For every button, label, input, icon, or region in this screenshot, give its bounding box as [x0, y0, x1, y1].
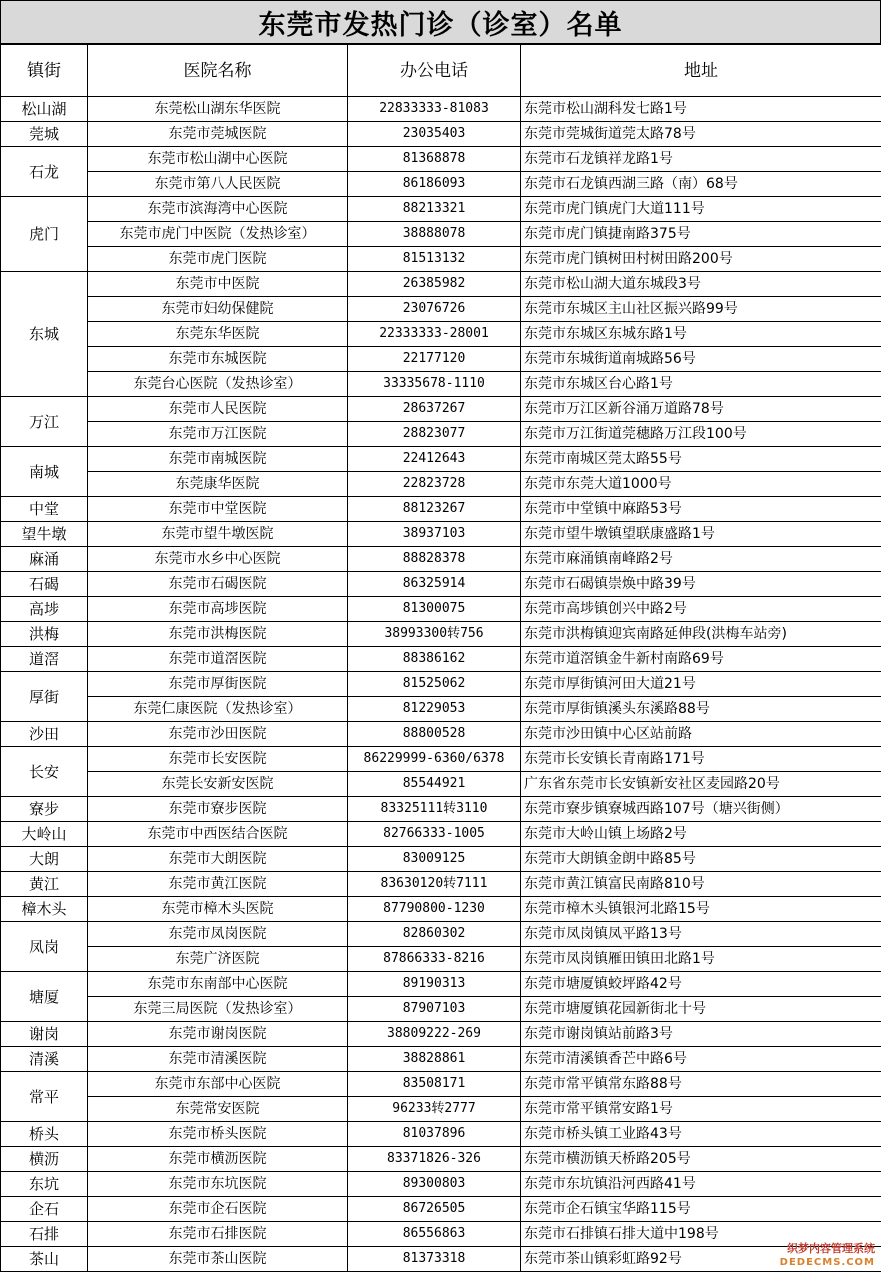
header-address: 地址	[521, 45, 881, 97]
table-row	[1, 1047, 881, 1072]
phone-cell: 89190313	[348, 972, 521, 997]
phone-cell: 28823077	[348, 422, 521, 447]
address-cell: 东莞市凤岗镇凤平路13号	[521, 922, 881, 947]
address-cell: 东莞市塘厦镇蛟坪路42号	[521, 972, 881, 997]
phone-cell: 96233转2777	[348, 1097, 521, 1122]
hospital-name-cell: 东莞市桥头医院	[88, 1122, 348, 1147]
address-cell: 东莞市中堂镇中麻路53号	[521, 497, 881, 522]
address-cell: 东莞市清溪镇香芒中路6号	[521, 1047, 881, 1072]
address-cell: 东莞市麻涌镇南峰路2号	[521, 547, 881, 572]
address-cell: 广东省东莞市长安镇新安社区麦园路20号	[521, 772, 881, 797]
address-cell: 东莞市虎门镇捷南路375号	[521, 222, 881, 247]
address-cell: 东莞市大朗镇金朗中路85号	[521, 847, 881, 872]
table-row	[1, 1247, 881, 1272]
address-cell: 东莞市凤岗镇雁田镇田北路1号	[521, 947, 881, 972]
address-cell: 东莞市南城区莞太路55号	[521, 447, 881, 472]
table-row	[1, 872, 881, 897]
table-row	[1, 672, 881, 697]
hospital-name-cell: 东莞市茶山医院	[88, 1247, 348, 1272]
phone-cell: 87790800-1230	[348, 897, 521, 922]
table-row	[1, 497, 881, 522]
town-cell: 茶山	[1, 1247, 88, 1272]
table-row	[1, 1172, 881, 1197]
phone-cell: 88800528	[348, 722, 521, 747]
address-cell: 东莞市石龙镇祥龙路1号	[521, 147, 881, 172]
town-cell: 寮步	[1, 797, 88, 822]
phone-cell: 86325914	[348, 572, 521, 597]
address-cell: 东莞市高埗镇创兴中路2号	[521, 597, 881, 622]
watermark-text: 织梦内容管理系统	[787, 1242, 875, 1255]
hospital-name-cell: 东莞市望牛墩医院	[88, 522, 348, 547]
header-phone: 办公电话	[348, 45, 521, 97]
phone-cell: 89300803	[348, 1172, 521, 1197]
phone-cell: 81525062	[348, 672, 521, 697]
address-cell: 东莞市大岭山镇上场路2号	[521, 822, 881, 847]
hospital-name-cell: 东莞市横沥医院	[88, 1147, 348, 1172]
town-cell: 横沥	[1, 1147, 88, 1172]
hospital-name-cell: 东莞市长安医院	[88, 747, 348, 772]
town-cell: 企石	[1, 1197, 88, 1222]
address-cell: 东莞市东城区台心路1号	[521, 372, 881, 397]
phone-cell: 33335678-1110	[348, 372, 521, 397]
phone-cell: 86186093	[348, 172, 521, 197]
table-row	[1, 822, 881, 847]
hospital-name-cell: 东莞市樟木头医院	[88, 897, 348, 922]
hospital-name-cell: 东莞市东城医院	[88, 347, 348, 372]
watermark-domain: DEDECMS.COM	[779, 1257, 875, 1268]
address-cell: 东莞市茶山镇彩虹路92号	[521, 1247, 881, 1272]
table-row	[1, 997, 881, 1022]
phone-cell: 83325111转3110	[348, 797, 521, 822]
hospital-name-cell: 东莞市东南部中心医院	[88, 972, 348, 997]
table-row	[1, 747, 881, 772]
table-row	[1, 222, 881, 247]
phone-cell: 22177120	[348, 347, 521, 372]
town-cell: 樟木头	[1, 897, 88, 922]
phone-cell: 85544921	[348, 772, 521, 797]
hospital-name-cell: 东莞市第八人民医院	[88, 172, 348, 197]
address-cell: 东莞市寮步镇寮城西路107号（塘兴街侧）	[521, 797, 881, 822]
hospital-name-cell: 东莞三局医院（发热诊室）	[88, 997, 348, 1022]
hospital-name-cell: 东莞市南城医院	[88, 447, 348, 472]
hospital-name-cell: 东莞市莞城医院	[88, 122, 348, 147]
hospital-name-cell: 东莞市企石医院	[88, 1197, 348, 1222]
town-cell: 长安	[1, 747, 88, 797]
table-row	[1, 622, 881, 647]
table-row	[1, 697, 881, 722]
address-cell: 东莞市东城街道南城路56号	[521, 347, 881, 372]
table-row	[1, 397, 881, 422]
town-cell: 万江	[1, 397, 88, 447]
hospital-name-cell: 东莞市寮步医院	[88, 797, 348, 822]
table-row	[1, 922, 881, 947]
table-header-row	[1, 45, 881, 97]
phone-cell: 86229999-6360/6378	[348, 747, 521, 772]
table-row	[1, 1222, 881, 1247]
phone-cell: 81229053	[348, 697, 521, 722]
table-row	[1, 197, 881, 222]
table-row	[1, 597, 881, 622]
town-cell: 凤岗	[1, 922, 88, 972]
header-hospital: 医院名称	[88, 45, 348, 97]
town-cell: 高埗	[1, 597, 88, 622]
hospital-name-cell: 东莞市中堂医院	[88, 497, 348, 522]
table-row	[1, 1147, 881, 1172]
table-row	[1, 972, 881, 997]
hospital-name-cell: 东莞市石碣医院	[88, 572, 348, 597]
phone-cell: 38993300转756	[348, 622, 521, 647]
phone-cell: 23035403	[348, 122, 521, 147]
table-row	[1, 1022, 881, 1047]
hospital-name-cell: 东莞市东部中心医院	[88, 1072, 348, 1097]
town-cell: 麻涌	[1, 547, 88, 572]
address-cell: 东莞市松山湖大道东城段3号	[521, 272, 881, 297]
hospital-name-cell: 东莞康华医院	[88, 472, 348, 497]
phone-cell: 86726505	[348, 1197, 521, 1222]
hospital-name-cell: 东莞市中西医结合医院	[88, 822, 348, 847]
hospital-name-cell: 东莞市中医院	[88, 272, 348, 297]
phone-cell: 81300075	[348, 597, 521, 622]
town-cell: 洪梅	[1, 622, 88, 647]
table-row	[1, 547, 881, 572]
phone-cell: 83508171	[348, 1072, 521, 1097]
phone-cell: 87866333-8216	[348, 947, 521, 972]
phone-cell: 88123267	[348, 497, 521, 522]
town-cell: 塘厦	[1, 972, 88, 1022]
hospital-name-cell: 东莞市滨海湾中心医院	[88, 197, 348, 222]
town-cell: 常平	[1, 1072, 88, 1122]
table-row	[1, 1197, 881, 1222]
phone-cell: 83630120转7111	[348, 872, 521, 897]
address-cell: 东莞市横沥镇天桥路205号	[521, 1147, 881, 1172]
clinic-table	[0, 44, 881, 1272]
town-cell: 东城	[1, 272, 88, 397]
table-row	[1, 1072, 881, 1097]
address-cell: 东莞市樟木头镇银河北路15号	[521, 897, 881, 922]
town-cell: 中堂	[1, 497, 88, 522]
hospital-name-cell: 东莞市虎门医院	[88, 247, 348, 272]
hospital-name-cell: 东莞市大朗医院	[88, 847, 348, 872]
hospital-name-cell: 东莞市沙田医院	[88, 722, 348, 747]
hospital-name-cell: 东莞市厚街医院	[88, 672, 348, 697]
address-cell: 东莞市万江街道莞穗路万江段100号	[521, 422, 881, 447]
table-row	[1, 322, 881, 347]
table-row	[1, 247, 881, 272]
town-cell: 莞城	[1, 122, 88, 147]
phone-cell: 38828861	[348, 1047, 521, 1072]
table-row	[1, 422, 881, 447]
table-row	[1, 722, 881, 747]
hospital-name-cell: 东莞市东坑医院	[88, 1172, 348, 1197]
address-cell: 东莞市石排镇石排大道中198号	[521, 1222, 881, 1247]
phone-cell: 86556863	[348, 1222, 521, 1247]
phone-cell: 23076726	[348, 297, 521, 322]
hospital-name-cell: 东莞广济医院	[88, 947, 348, 972]
address-cell: 东莞市松山湖科发七路1号	[521, 97, 881, 122]
table-row	[1, 447, 881, 472]
phone-cell: 81513132	[348, 247, 521, 272]
table-row	[1, 372, 881, 397]
hospital-name-cell: 东莞市人民医院	[88, 397, 348, 422]
table-row	[1, 472, 881, 497]
hospital-name-cell: 东莞市万江医院	[88, 422, 348, 447]
phone-cell: 81037896	[348, 1122, 521, 1147]
address-cell: 东莞市东城区东城东路1号	[521, 322, 881, 347]
table-row	[1, 347, 881, 372]
table-row	[1, 272, 881, 297]
hospital-name-cell: 东莞市洪梅医院	[88, 622, 348, 647]
town-cell: 谢岗	[1, 1022, 88, 1047]
address-cell: 东莞市莞城街道莞太路78号	[521, 122, 881, 147]
town-cell: 桥头	[1, 1122, 88, 1147]
phone-cell: 87907103	[348, 997, 521, 1022]
address-cell: 东莞市沙田镇中心区站前路	[521, 722, 881, 747]
hospital-name-cell: 东莞东华医院	[88, 322, 348, 347]
address-cell: 东莞市黄江镇富民南路810号	[521, 872, 881, 897]
town-cell: 松山湖	[1, 97, 88, 122]
phone-cell: 88386162	[348, 647, 521, 672]
hospital-name-cell: 东莞市高埗医院	[88, 597, 348, 622]
address-cell: 东莞市望牛墩镇望联康盛路1号	[521, 522, 881, 547]
table-row	[1, 297, 881, 322]
phone-cell: 83371826-326	[348, 1147, 521, 1172]
address-cell: 东莞市虎门镇树田村树田路200号	[521, 247, 881, 272]
address-cell: 东莞市东城区主山社区振兴路99号	[521, 297, 881, 322]
phone-cell: 22823728	[348, 472, 521, 497]
table-row	[1, 572, 881, 597]
address-cell: 东莞市企石镇宝华路115号	[521, 1197, 881, 1222]
address-cell: 东莞市常平镇常东路88号	[521, 1072, 881, 1097]
table-row	[1, 97, 881, 122]
table-row	[1, 1097, 881, 1122]
address-cell: 东莞市厚街镇河田大道21号	[521, 672, 881, 697]
phone-cell: 83009125	[348, 847, 521, 872]
hospital-name-cell: 东莞市石排医院	[88, 1222, 348, 1247]
phone-cell: 88828378	[348, 547, 521, 572]
page-title: 东莞市发热门诊（诊室）名单	[0, 0, 881, 44]
hospital-name-cell: 东莞长安新安医院	[88, 772, 348, 797]
hospital-name-cell: 东莞常安医院	[88, 1097, 348, 1122]
phone-cell: 22333333-28001	[348, 322, 521, 347]
phone-cell: 81368878	[348, 147, 521, 172]
hospital-name-cell: 东莞市松山湖中心医院	[88, 147, 348, 172]
table-row	[1, 797, 881, 822]
town-cell: 虎门	[1, 197, 88, 272]
hospital-name-cell: 东莞市妇幼保健院	[88, 297, 348, 322]
address-cell: 东莞市长安镇长青南路171号	[521, 747, 881, 772]
town-cell: 大朗	[1, 847, 88, 872]
phone-cell: 26385982	[348, 272, 521, 297]
hospital-name-cell: 东莞松山湖东华医院	[88, 97, 348, 122]
phone-cell: 82860302	[348, 922, 521, 947]
address-cell: 东莞市桥头镇工业路43号	[521, 1122, 881, 1147]
address-cell: 东莞市虎门镇虎门大道111号	[521, 197, 881, 222]
town-cell: 望牛墩	[1, 522, 88, 547]
table-row	[1, 522, 881, 547]
phone-cell: 81373318	[348, 1247, 521, 1272]
town-cell: 石排	[1, 1222, 88, 1247]
town-cell: 沙田	[1, 722, 88, 747]
table-row	[1, 772, 881, 797]
address-cell: 东莞市东莞大道1000号	[521, 472, 881, 497]
address-cell: 东莞市石龙镇西湖三路（南）68号	[521, 172, 881, 197]
hospital-name-cell: 东莞市虎门中医院（发热诊室）	[88, 222, 348, 247]
hospital-name-cell: 东莞市凤岗医院	[88, 922, 348, 947]
table-row	[1, 1122, 881, 1147]
address-cell: 东莞市石碣镇崇焕中路39号	[521, 572, 881, 597]
address-cell: 东莞市洪梅镇迎宾南路延伸段(洪梅车站旁)	[521, 622, 881, 647]
town-cell: 南城	[1, 447, 88, 497]
town-cell: 道滘	[1, 647, 88, 672]
town-cell: 石碣	[1, 572, 88, 597]
table-body	[1, 97, 881, 1272]
hospital-name-cell: 东莞市谢岗医院	[88, 1022, 348, 1047]
hospital-name-cell: 东莞仁康医院（发热诊室）	[88, 697, 348, 722]
phone-cell: 28637267	[348, 397, 521, 422]
address-cell: 东莞市万江区新谷涌万道路78号	[521, 397, 881, 422]
address-cell: 东莞市道滘镇金牛新村南路69号	[521, 647, 881, 672]
town-cell: 清溪	[1, 1047, 88, 1072]
phone-cell: 38809222-269	[348, 1022, 521, 1047]
town-cell: 大岭山	[1, 822, 88, 847]
table-row	[1, 647, 881, 672]
hospital-name-cell: 东莞市清溪医院	[88, 1047, 348, 1072]
town-cell: 厚街	[1, 672, 88, 722]
town-cell: 石龙	[1, 147, 88, 197]
address-cell: 东莞市东坑镇沿河西路41号	[521, 1172, 881, 1197]
address-cell: 东莞市常平镇常安路1号	[521, 1097, 881, 1122]
phone-cell: 38937103	[348, 522, 521, 547]
table-row	[1, 172, 881, 197]
phone-cell: 82766333-1005	[348, 822, 521, 847]
hospital-name-cell: 东莞市道滘医院	[88, 647, 348, 672]
phone-cell: 22833333-81083	[348, 97, 521, 122]
town-cell: 东坑	[1, 1172, 88, 1197]
table-row	[1, 147, 881, 172]
address-cell: 东莞市厚街镇溪头东溪路88号	[521, 697, 881, 722]
phone-cell: 22412643	[348, 447, 521, 472]
hospital-name-cell: 东莞市水乡中心医院	[88, 547, 348, 572]
phone-cell: 88213321	[348, 197, 521, 222]
table-row	[1, 847, 881, 872]
address-cell: 东莞市塘厦镇花园新街北十号	[521, 997, 881, 1022]
hospital-name-cell: 东莞市黄江医院	[88, 872, 348, 897]
hospital-name-cell: 东莞台心医院（发热诊室）	[88, 372, 348, 397]
town-cell: 黄江	[1, 872, 88, 897]
table-row	[1, 897, 881, 922]
phone-cell: 38888078	[348, 222, 521, 247]
header-town: 镇街	[1, 45, 88, 97]
table-row	[1, 122, 881, 147]
table-row	[1, 947, 881, 972]
address-cell: 东莞市谢岗镇站前路3号	[521, 1022, 881, 1047]
